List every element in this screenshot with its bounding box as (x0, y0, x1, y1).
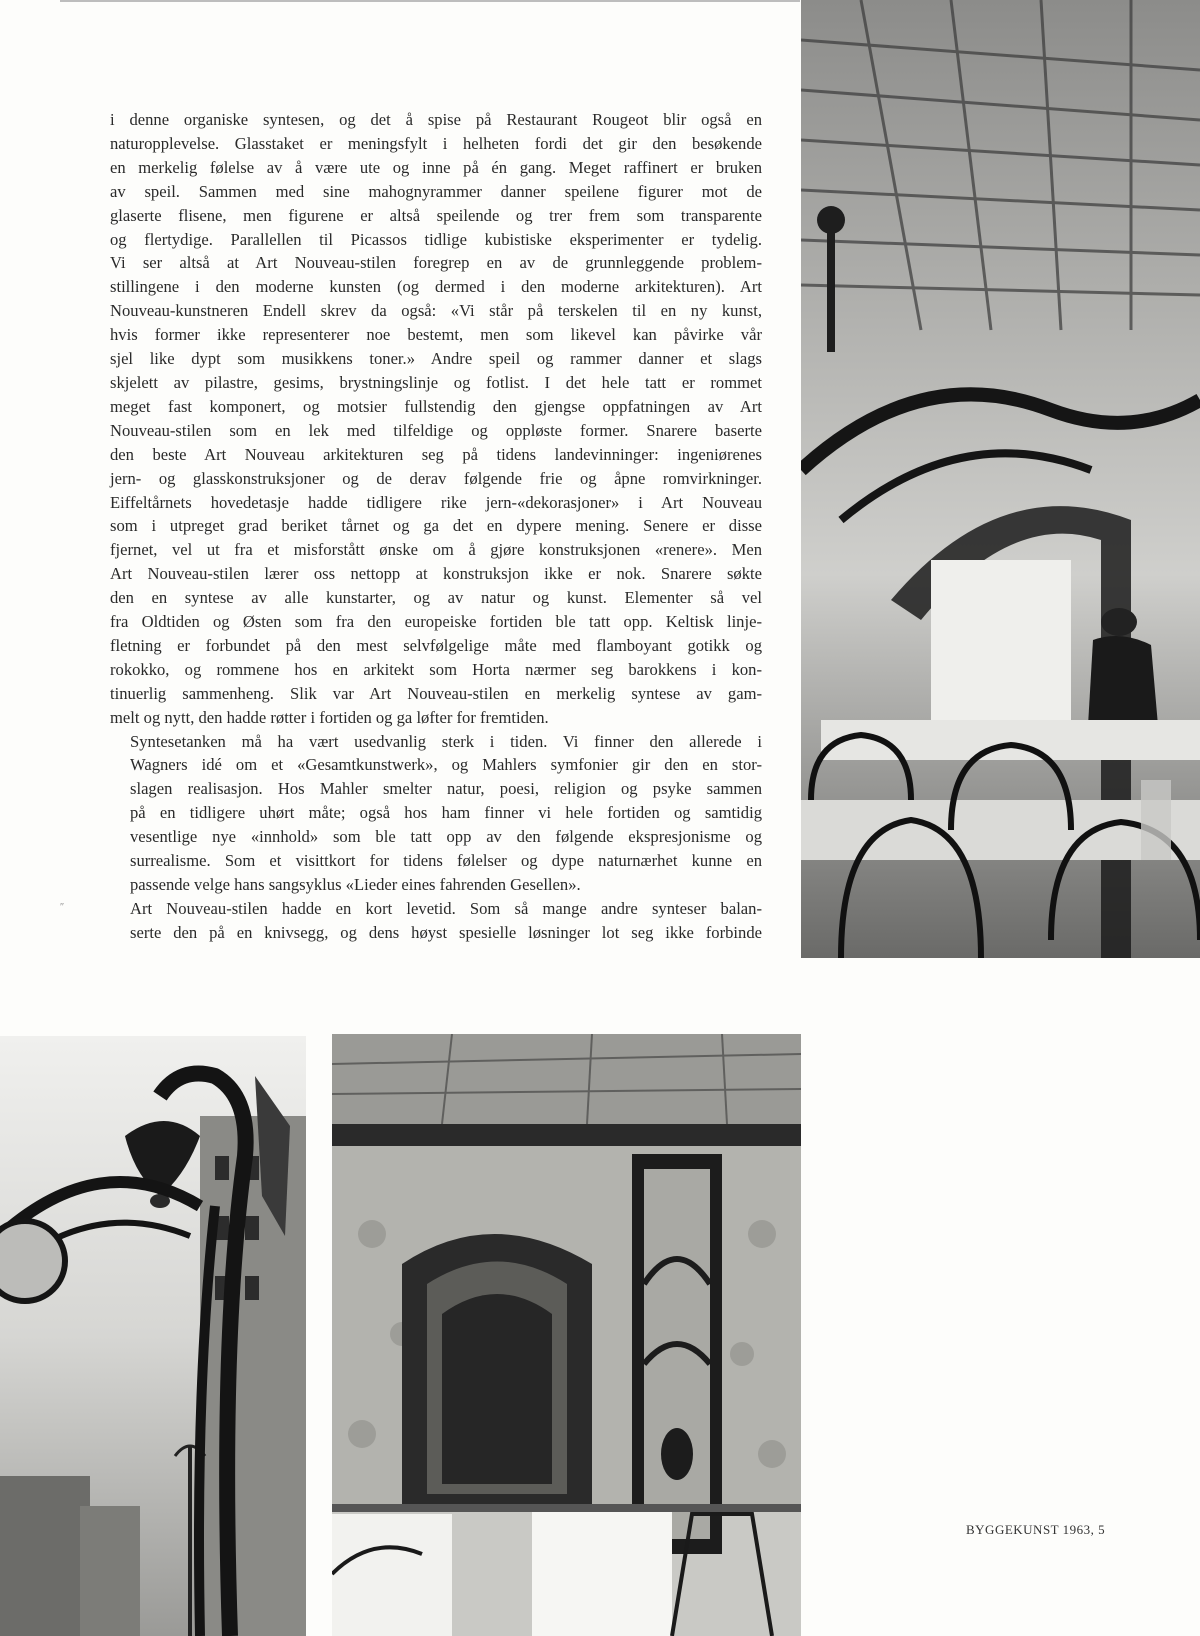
text-line: som i utpreget grad beriket tårnet og ga det en dypere mening. Senere er disse (110, 516, 762, 536)
text-line: slagen realisasjon. Hos Mahler smelter natur, poesi, religion og psyke sammen (130, 779, 762, 799)
text-line: den beste Art Nouveau arkitekturen seg på tidens landevinninger: ingeniørenes (110, 444, 762, 464)
paragraph-3 (110, 897, 762, 945)
text-line: stillingene i den moderne kunsten (og dermed i den moderne arkitekturen). Art (110, 277, 762, 297)
text-line: Art Nouveau-stilen hadde en kort levetid. Som så mange andre synteser balan- (130, 898, 762, 918)
text-line: på en tidligere uhørt måte; også hos ham finner vi hele fortiden og samtidig (130, 803, 762, 823)
text-line: serte den på en knivsegg, og dens høyst spesielle løsninger lot seg ikke forbinde (130, 922, 762, 942)
scan-speck: ″ (60, 902, 65, 913)
text-line: Nouveau-stilen som en lek med tilfeldige og oppløste former. Snarere baserte (110, 420, 762, 440)
text-line: Syntesetanken må ha vært usedvanlig sterk i tiden. Vi finner den allerede i (130, 731, 762, 751)
text-line: fra Oldtiden og Østen som fra den europeiske fortiden ble tatt opp. Keltisk linje- (110, 612, 762, 632)
text-line: melt og nytt, den hadde røtter i fortiden og ga løfter for fremtiden. (110, 707, 549, 727)
text-line: den en syntese av alle kunstarter, og av natur og kunst. Elementer så vel (110, 588, 762, 608)
text-line: rokokko, og rommene hos en arkitekt som Horta nærmer seg barokkens i kon- (110, 659, 762, 679)
text-line: meget fast komponert, og motsier fullstendig den gjengse oppfatningen av Art (110, 396, 762, 416)
text-line: tinuerlig sammenheng. Slik var Art Nouveau-stilen en merkelig syntese av gam- (110, 683, 762, 703)
text-line: glaserte flisene, men figurene er altså speilende og trer frem som transparente (110, 205, 762, 225)
text-line: av speil. Sammen med sine mahognyrammer danner speilene figurer mot de (110, 181, 762, 201)
text-line: Art Nouveau-stilen lærer oss nettopp at konstruksjon ikke er nok. Snarere søkte (110, 564, 762, 584)
text-line: sjel like dypt som musikkens toner.» Andre speil og rammer danner et slags (110, 349, 762, 369)
text-line: i denne organiske syntesen, og det å spise på Restaurant Rougeot blir også en (110, 110, 762, 129)
text-line: naturopplevelse. Glasstaket er meningsfylt i helheten fordi det gir den besøkende (110, 133, 762, 153)
text-line: Wagners idé om et «Gesamtkunstwerk», og Mahlers symfonier gir den en stor- (130, 755, 762, 775)
page-top-rule (60, 0, 800, 2)
text-line: vesentlige nye «innhold» som ble tatt opp av den følgende ekspresjonisme og (130, 827, 762, 847)
text-line: hvis former ikke representerer noe bestemt, men som likevel kan påvirke vår (110, 325, 762, 345)
paragraph-1 (110, 108, 762, 730)
text-line: fletning er forbundet på den mest selvfølgelige måte med flamboyant gotikk og (110, 635, 762, 655)
text-line: og flertydige. Parallellen til Picassos tidlige kubistiske eksperimenter er tydelig. (110, 229, 762, 249)
photo-metro-lamp (0, 1036, 306, 1636)
text-line: Eiffeltårnets hovedetasje hadde tidligere rike jern-«dekorasjoner» i Art Nouveau (110, 492, 762, 512)
photo-restaurant-interior (801, 0, 1200, 958)
paragraph-2 (110, 730, 762, 897)
text-line: en merkelig følelse av å være ute og inne på én gang. Meget raffinert er bruken (110, 157, 762, 177)
photo-mirror-frames (332, 1034, 801, 1636)
text-line: fjernet, vel ut fra et misforstått ønske om å gjøre konstruksjonen «renere». Men (110, 540, 762, 560)
text-line: passende velge hans sangsyklus «Lieder eines fahrenden Gesellen». (130, 875, 581, 894)
text-line: skjelett av pilastre, gesims, brystningslinje og fotlist. I det hele tatt er rommet (110, 372, 762, 392)
article-body (110, 108, 762, 945)
text-line: Vi ser altså at Art Nouveau-stilen foregrep en av de grunnleggende problem- (110, 253, 762, 273)
text-line: surrealisme. Som et visittkort for tidens følelser og dype naturnærhet kunne en (130, 851, 762, 871)
page-footer: BYGGEKUNST 1963, 5 (966, 1522, 1106, 1537)
text-line: jern- og glasskonstruksjoner og de derav følgende frie og åpne romvirkninger. (110, 468, 762, 488)
text-line: Nouveau-kunstneren Endell skrev da også: «Vi står på terskelen til en ny kunst, (110, 301, 762, 321)
